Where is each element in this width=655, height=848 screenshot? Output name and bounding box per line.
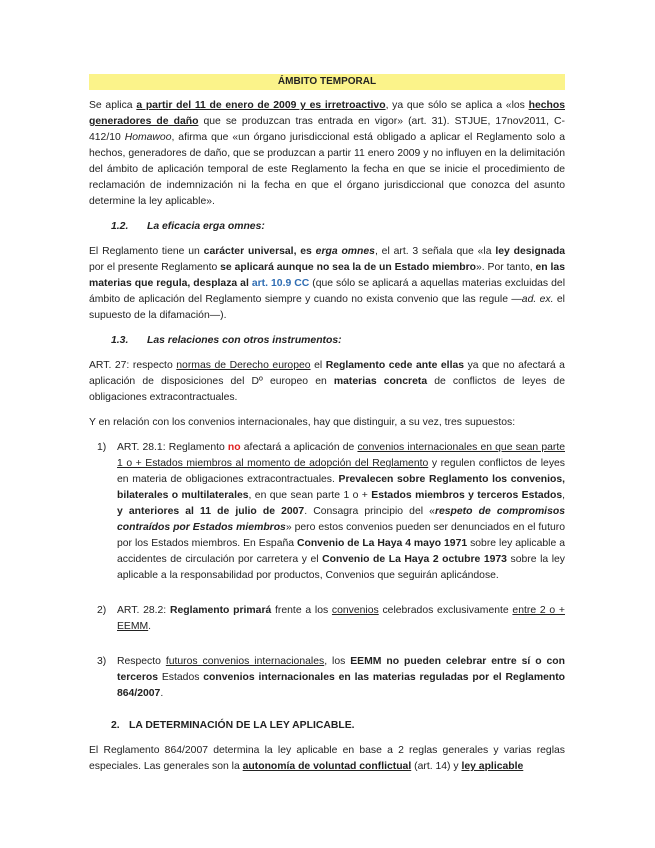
paragraph-erga-omnes [89, 244, 565, 324]
text-run: ART. 28.1: Reglamento [117, 442, 228, 453]
subheading-eficacia [111, 219, 565, 235]
text-run-bold: Convenio de La Haya 4 mayo 1971 [296, 538, 468, 549]
subheading-relaciones [111, 333, 565, 349]
text-run: , afirma que «un órgano jurisdiccional está obligado a aplicar el Reglamento solo a hechos, generadores de daño, que se produzcan a partir 11 enero 2009 y no influyen en la delimitación del ámbito de aplicación temporal de este Reglamento la fecha en que se inicie el procedimiento de reclamación de indemnización ni la fecha en que el órgano jurisdiccional que conozca del asunto determine la ley aplicable». [89, 132, 565, 207]
text-run-italic: Homawoo [124, 132, 172, 143]
text-run-bold-underline: ley aplicable [461, 761, 524, 772]
text-run-underline: normas de Derecho europeo [176, 360, 311, 371]
section-number: 2. [111, 720, 120, 731]
text-run: de conflictos de leyes de obligaciones extracontractuales. [89, 376, 565, 403]
text-run: El Reglamento tiene un [89, 246, 204, 257]
text-run-bold: en las materias que regula, desplaza al [89, 262, 565, 289]
text-run-bold-underline: a partir del 11 de enero de 2009 y es irretroactivo [136, 100, 386, 111]
list-item [89, 654, 565, 702]
text-run: Estados [158, 672, 204, 683]
text-run: sobre ley aplicable a accidentes de circulación por carretera y el [117, 538, 565, 565]
text-run-bold: Reglamento cede ante ellas [325, 360, 465, 371]
text-run-bold-italic: erga omnes [315, 246, 375, 257]
text-run-bold-underline: autonomía de voluntad conflictual [242, 761, 412, 772]
list-item-number: 1) [97, 442, 107, 453]
text-run: (art. 14) y [411, 761, 462, 772]
text-run-bold: Convenio de La Haya 2 octubre 1973 [322, 554, 507, 565]
text-run: que se produzcan tras entrada en vigor» (art. 31). STJUE, 17nov2011, C-412/10 [89, 116, 565, 143]
text-run: , los [324, 656, 351, 667]
subheading-number: 1.2. [111, 221, 129, 232]
text-run: por el presente Reglamento [89, 262, 221, 273]
subheading-title: La eficacia erga omnes: [147, 221, 265, 232]
text-run-bold: y anteriores al 11 de julio de 2007 [117, 506, 305, 517]
text-run-bold: convenios internacionales en las materias reguladas por el Reglamento 864/2007 [117, 672, 566, 699]
text-run: » pero estos convenios pueden ser denunciados en el futuro por los Estados miembros. En España [117, 522, 565, 549]
text-run: El Reglamento 864/2007 determina la ley aplicable en base a 2 reglas generales y varias reglas especiales. Las generales son la [89, 745, 565, 772]
text-run-bold: carácter universal, es [203, 246, 316, 257]
text-run: , en que sean parte 1 o + [248, 490, 372, 501]
list-item [89, 603, 565, 645]
text-run-bold: ley designada [495, 246, 566, 257]
list-item-number: 3) [97, 656, 107, 667]
text-run: , [562, 490, 565, 501]
list-item [89, 440, 565, 594]
text-run: . Consagra principio del « [304, 506, 435, 517]
section-title: ÁMBITO TEMPORAL [277, 76, 377, 87]
text-run: . [148, 621, 152, 632]
text-run-underline: entre 2 o + EEMM [117, 605, 565, 632]
section-title: LA DETERMINACIÓN DE LA LEY APLICABLE. [129, 720, 355, 731]
spacer [117, 635, 565, 645]
paragraph-art-27 [89, 358, 565, 406]
text-run-underline: convenios [331, 605, 379, 616]
text-run: ya que no afectará a aplicación de disposiciones del Dº europeo en [89, 360, 565, 387]
text-run-bold: se aplicará aunque no sea la de un Estado miembro [220, 262, 476, 273]
text-run: sobre la ley aplicable a la responsabilidad por productos, Convenios que seguirán aplicándose. [117, 554, 566, 581]
text-run-red: no [227, 442, 241, 453]
text-run: el [310, 360, 326, 371]
spacer [117, 584, 565, 594]
text-run: Se aplica [89, 100, 137, 111]
text-run-bold-underline: hechos generadores de daño [89, 100, 565, 127]
text-run: Respecto [117, 656, 166, 667]
paragraph-ambito-temporal [89, 98, 565, 210]
text-run: ART. 28.2: [117, 605, 170, 616]
text-run: afectará a aplicación de [240, 442, 358, 453]
article-reference-link[interactable]: art. 10.9 CC [251, 278, 310, 289]
text-run-underline: futuros convenios internacionales [165, 656, 325, 667]
text-run-bold: materias concreta [333, 376, 428, 387]
text-run-italic: ad. ex. [521, 294, 554, 305]
subheading-title: Las relaciones con otros instrumentos: [147, 335, 342, 346]
paragraph-ley-aplicable [89, 743, 565, 775]
text-run-bold: EEMM no pueden celebrar entre sí o con terceros [117, 656, 565, 683]
text-run: el supuesto de la difamación—). [89, 294, 565, 321]
text-run-bold: Estados miembros y terceros Estados [371, 490, 563, 501]
text-run: ». Por tanto, [476, 262, 536, 273]
document-content [89, 74, 565, 784]
paragraph-convenios-intro: Y en relación con los convenios internacionales, hay que distinguir, a su vez, tres supuestos: [89, 417, 516, 428]
text-run: celebrados exclusivamente [378, 605, 513, 616]
subheading-number: 1.3. [111, 335, 129, 346]
text-run: ART. 27: respecto [89, 360, 177, 371]
text-run: . [160, 688, 164, 699]
section-heading-determinacion [111, 718, 565, 734]
text-run: y regulen conflictos de leyes en materia de obligaciones extracontractuales. [117, 458, 565, 485]
text-run: (que sólo se aplicará a aquellas materias excluidas del ámbito de aplicación del Reglamento siempre y cuando no exista convenio que las regule — [89, 278, 565, 305]
text-run: , ya que sólo se aplica a «los [385, 100, 529, 111]
text-run: frente a los [271, 605, 332, 616]
text-run-underline: convenios internacionales en que sean parte 1 o + Estados miembros al momento de adopción del Reglamento [117, 442, 565, 469]
text-run-bold-italic: respeto de compromisos contraídos por Estados miembros [117, 506, 565, 533]
supuestos-list [89, 440, 565, 702]
text-run-bold: Reglamento primará [169, 605, 272, 616]
text-run-bold: Prevalecen sobre Reglamento los convenios, bilaterales o multilaterales [117, 474, 565, 501]
section-title-highlight [89, 74, 565, 90]
list-item-number: 2) [97, 605, 107, 616]
text-run: , el art. 3 señala que «la [374, 246, 496, 257]
